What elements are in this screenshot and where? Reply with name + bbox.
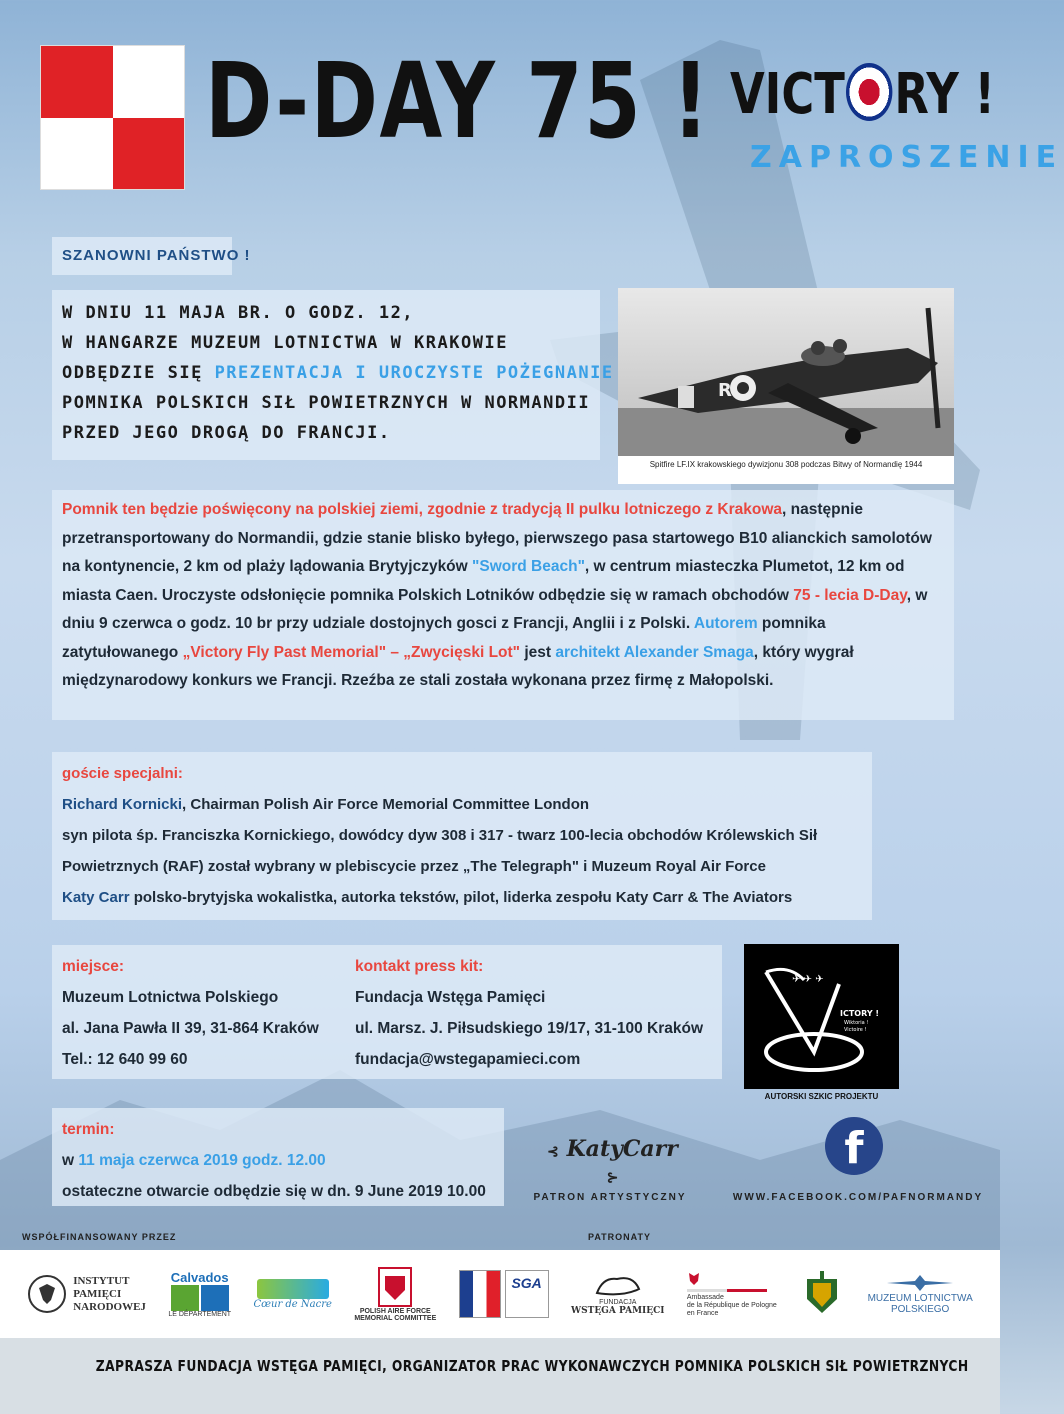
page-title: D-DAY 75 ! <box>205 40 711 162</box>
text: jest <box>520 643 556 661</box>
place-contact-box <box>52 945 722 1079</box>
raf-roundel-icon <box>846 63 892 121</box>
victory-heading <box>730 62 995 127</box>
intro-box <box>52 290 614 460</box>
date-heading: termin: <box>62 1121 115 1138</box>
intro-line: PRZED JEGO DROGĄ DO FRANCJI. <box>62 423 391 443</box>
ipn-logo-text: NARODOWEJ <box>73 1300 146 1313</box>
intro-highlight: PREZENTACJA I UROCZYSTE POŻEGNANIE <box>214 363 614 383</box>
pafmc-logo-text: POLISH AIRE FORCE <box>359 1308 431 1315</box>
text: , który wygrał międzynarodowy konkurs we Francji. Rzeźba ze stali została wykonana przez firmę z Małopolski. <box>62 643 854 689</box>
ipn-logo-text: PAMIĘCI <box>73 1287 122 1300</box>
katy-carr-logo: ⊰ KatyCarr ⊱ <box>547 1136 678 1186</box>
contact-heading: kontakt press kit: <box>355 958 484 975</box>
sketch-text: Victoire ! <box>844 1027 867 1033</box>
spitfire-photo-frame <box>618 288 954 484</box>
monument-sketch <box>744 944 899 1089</box>
text: pomnika zatytułowanego <box>62 615 826 661</box>
footer-text: ZAPRASZA FUNDACJA WSTĘGA PAMIĘCI, ORGANIZATOR PRAC WYKONAWCZYCH POMNIKA POLSKICH SIŁ POWIETRZNYCH <box>95 1357 969 1375</box>
date-text: w <box>62 1152 79 1169</box>
polish-eagle-icon <box>687 1271 701 1287</box>
photo-caption: Spitfire LF.IX krakowskiego dywizjonu 308 podczas Bitwy of Normandię 1944 <box>649 460 923 469</box>
guest-line: syn pilota śp. Franciszka Kornickiego, dowódcy dyw 308 i 317 - twarz 100-lecia obchodów Królewskich Sił <box>62 827 818 844</box>
guest-text: , Chairman Polish Air Force Memorial Committee London <box>182 796 590 813</box>
sketch-caption: AUTORSKI SZKIC PROJEKTU <box>764 1092 879 1101</box>
date-line <box>62 1145 494 1176</box>
ambassade-logo-text: Ambassade <box>686 1293 724 1301</box>
patrons-label: PATRONATY <box>588 1232 651 1242</box>
highlight-red: 75 - lecia D-Day <box>793 586 907 604</box>
muzeum-logo-text: MUZEUM LOTNICTWA <box>867 1293 973 1304</box>
highlight-red: „Victory Fly Past Memorial" – „Zwycięski Lot" <box>182 643 521 661</box>
katy-carr-logo-text: KatyCarr <box>566 1136 678 1162</box>
fundacja-logo-text: FUNDACJA <box>599 1298 637 1306</box>
date-highlight: 11 maja czerwca 2019 godz. 12.00 <box>78 1152 326 1169</box>
guest-name: Richard Kornicki <box>62 796 183 813</box>
contact-line: ul. Marsz. J. Piłsudskiego 19/17, 31-100 Kraków <box>355 1020 704 1037</box>
ribbon-map-icon <box>593 1273 643 1299</box>
salutation: SZANOWNI PAŃSTWO ! <box>52 237 232 275</box>
cofinanced-label: WSPÓŁFINANSOWANY PRZEZ <box>22 1232 177 1242</box>
intro-line: W HANGARZE MUZEUM LOTNICTWA W KRAKOWIE <box>62 333 508 353</box>
contact-email[interactable]: fundacja@wstegapamieci.com <box>355 1051 581 1068</box>
sketch-text: ICTORY ! <box>840 1009 880 1018</box>
muzeum-logo-text: POLSKIEGO <box>890 1304 950 1315</box>
fundacja-logo <box>571 1273 664 1316</box>
intro-line <box>62 358 614 388</box>
aircraft-icon <box>885 1273 955 1293</box>
text: , w dniu 9 czerwca o godz. 10 br przy udziale dostojnych gosci z Francji, Anglii i z Polski. <box>62 586 928 632</box>
intro-line: W DNIU 11 MAJA BR. O GODZ. 12, <box>62 303 415 323</box>
eagle-seal-icon <box>27 1274 67 1314</box>
sketch-text: Wiktoria ! <box>844 1020 869 1026</box>
calvados-logo-text: LE DÉPARTEMENT <box>168 1311 232 1318</box>
footer <box>0 1338 1000 1414</box>
pafmc-logo-text: MEMORIAL COMMITTEE <box>354 1315 437 1322</box>
ipn-logo-text: INSTYTUT <box>73 1274 130 1287</box>
facebook-url[interactable]: WWW.FACEBOOK.COM/PAFNORMANDY <box>732 1192 984 1203</box>
place-column <box>62 951 319 1075</box>
svg-text:✈ ✈ ✈: ✈ ✈ ✈ <box>792 974 824 985</box>
text: , następnie przetransportowany do Normandii, gdzie stanie blisko byłego, pierwszego pasa startowego B10 alianckich samolotów na kontynencie, 2 km od plaży lądowania Brytyjczyków <box>62 501 932 575</box>
place-heading: miejsce: <box>62 958 125 975</box>
sga-logo-text: SGA <box>505 1270 549 1318</box>
date-line: ostateczne otwarcie odbędzie się w dn. 9 June 2019 10.00 <box>62 1183 486 1200</box>
fundacja-logo-text: WSTĘGA PAMIĘCI <box>571 1305 665 1316</box>
spitfire-photo <box>618 288 954 456</box>
ambassade-logo <box>687 1271 777 1318</box>
bishop-crest-icon <box>799 1269 845 1319</box>
artistic-patron-label: PATRON ARTYSTYCZNY <box>533 1192 687 1203</box>
facebook-icon[interactable]: f <box>825 1117 883 1175</box>
contact-line: Fundacja Wstęga Pamięci <box>355 989 546 1006</box>
intro-text: ODBĘDZIE SIĘ <box>62 363 215 383</box>
pafmc-logo <box>354 1266 436 1322</box>
place-line: al. Jana Pawła II 39, 31-864 Kraków <box>62 1020 319 1037</box>
highlight-red: Pomnik ten będzie poświęcony na polskiej ziemi, zgodnie z tradycją II pulku lotniczego z Krakowa <box>62 501 783 518</box>
guest-line <box>62 789 862 820</box>
ipn-logo <box>27 1274 146 1314</box>
calvados-logo-text: Calvados <box>170 1270 229 1285</box>
description-paragraph <box>62 496 944 696</box>
victory-text-right: RY ! <box>894 62 995 127</box>
guest-name: Katy Carr <box>62 889 130 906</box>
guests-heading: goście specjalni: <box>62 765 183 782</box>
guest-line: Powietrznych (RAF) został wybrany w plebiscycie przez „The Telegraph" i Muzeum Royal Air Force <box>62 858 766 875</box>
highlight-blue: Autorem <box>693 615 758 632</box>
sga-logo <box>459 1270 549 1318</box>
victory-text-left: VICT <box>730 62 845 127</box>
highlight-blue: "Sword Beach" <box>472 558 585 575</box>
pafmc-emblem-icon <box>375 1266 415 1308</box>
highlight-blue: architekt Alexander Smaga <box>555 643 754 661</box>
text: , w centrum miasteczka Plumetot, 12 km od miasta Caen. Uroczyste odsłonięcie pomnika Polskich Lotników odbędzie się w ramach obchodów <box>62 558 905 604</box>
muzeum-lotnictwa-logo <box>868 1273 973 1315</box>
polish-air-force-checkerboard-icon <box>40 45 185 190</box>
intro-line-red: POMNIKA POLSKICH SIŁ POWIETRZNYCH W NORMANDII <box>62 393 591 413</box>
guest-text: polsko-brytyjska wokalistka, autorka tekstów, pilot, liderka zespołu Katy Carr & The Aviators <box>129 889 793 906</box>
sponsor-logos-strip <box>0 1250 1000 1338</box>
svg-text:R: R <box>718 380 732 401</box>
ambassade-logo-text: en France <box>686 1309 719 1317</box>
diocese-crest-logo <box>799 1269 845 1319</box>
coeur-de-nacre-logo <box>253 1279 331 1310</box>
place-line: Muzeum Lotnictwa Polskiego <box>62 989 279 1006</box>
special-guests-box <box>52 752 872 920</box>
invitation-subtitle: ZAPROSZENIE <box>750 140 1064 175</box>
guest-line <box>62 882 862 913</box>
coeur-logo-text: Cœur de Nacre <box>253 1298 332 1310</box>
ambassade-logo-text: de la République de Pologne <box>686 1301 777 1309</box>
date-box <box>52 1108 504 1206</box>
description-box <box>52 490 954 720</box>
place-phone: Tel.: 12 640 99 60 <box>62 1051 188 1068</box>
calvados-logo <box>168 1270 231 1318</box>
contact-column <box>355 951 703 1075</box>
